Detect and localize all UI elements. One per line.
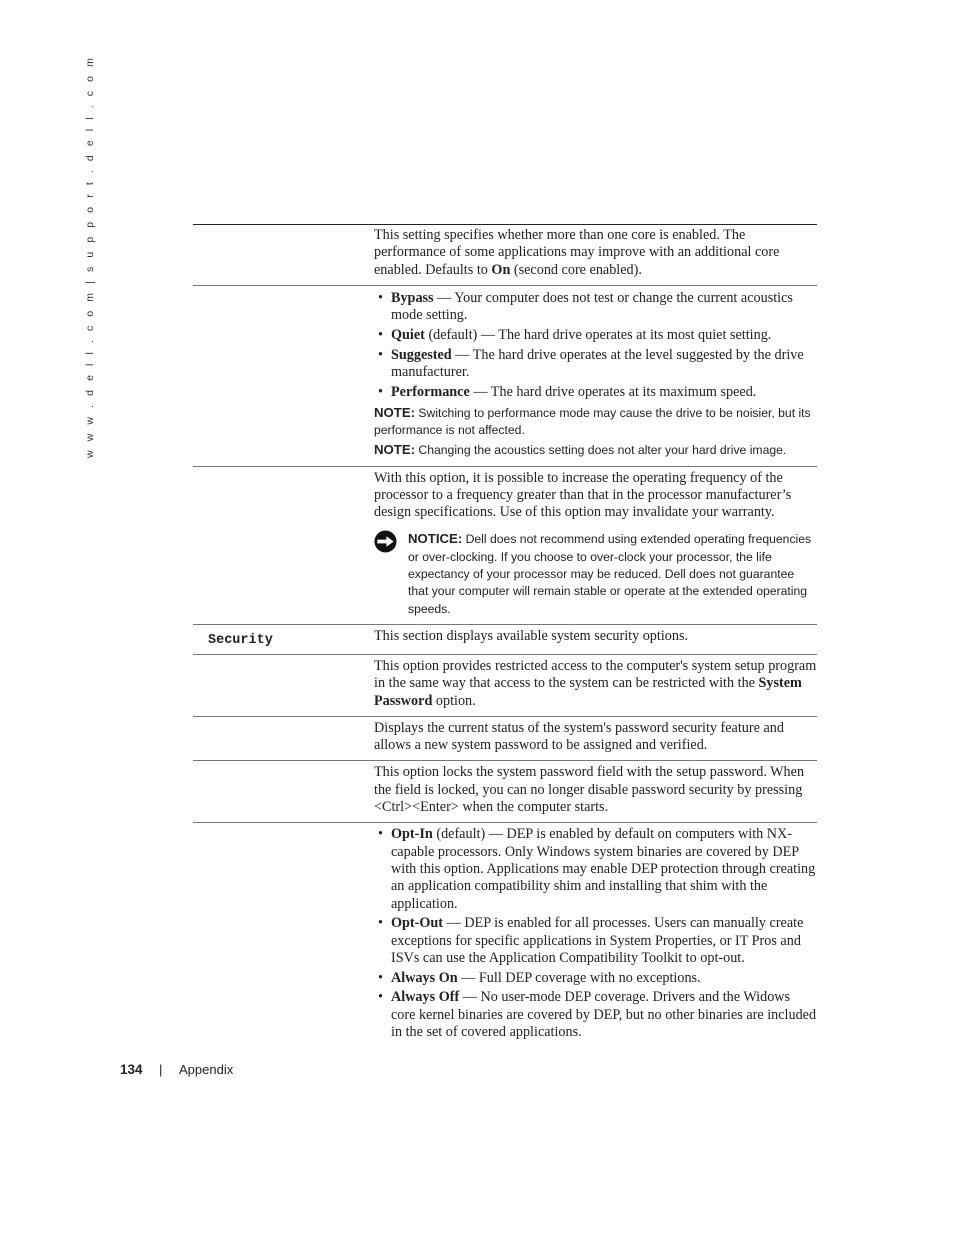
option-name — [193, 655, 374, 716]
table-row — [193, 717, 817, 762]
table-row — [193, 761, 817, 823]
page-number: 134 — [120, 1062, 143, 1077]
footer-separator: | — [159, 1062, 163, 1077]
security-label: Security — [208, 632, 273, 648]
option-description: Displays the current status of the system's password security feature and allows a new system password to be assigned and verified. — [374, 719, 784, 754]
option-name — [193, 761, 374, 822]
table-row — [193, 467, 817, 625]
site-url-sidebar: w w w . d e l l . c o m | s u p p o r t . d e l l . c o m — [84, 55, 96, 458]
option-name — [193, 625, 374, 654]
option-name — [193, 823, 374, 1050]
settings-table — [193, 224, 817, 1050]
option-description: This setting specifies whether more than one core is enabled. The performance of some applications may improve with an additional core enabled. Defaults to On (second core enabled). — [374, 227, 780, 278]
table-row — [193, 625, 817, 655]
notice-icon — [374, 530, 397, 553]
table-row — [193, 286, 817, 467]
option-description: This option provides restricted access to the computer's system setup program in the same way that access to the system can be restricted with the System Password option. — [374, 657, 817, 709]
option-description — [374, 286, 817, 466]
chapter-title: Appendix — [179, 1062, 234, 1077]
list-item: • Quiet (default) — The hard drive operates at its most quiet setting. — [374, 327, 817, 344]
option-name — [193, 717, 374, 761]
list-item: • Suggested — The hard drive operates at the level suggested by the drive manufacturer. — [374, 347, 817, 382]
option-list — [374, 826, 817, 1041]
list-item: • Bypass — Your computer does not test or change the current acoustics mode setting. — [374, 290, 817, 325]
option-list — [374, 290, 817, 401]
option-name — [193, 467, 374, 624]
list-item: • Opt-In (default) — DEP is enabled by default on computers with NX-capable processors. Only Windows system binaries are covered by DEP with this option. Applications may enable DEP protection through creating an application compatibility shim and installing that shim with the application. — [374, 826, 817, 912]
note: NOTE: Switching to performance mode may cause the drive to be noisier, but its performance is not affected. — [374, 404, 811, 437]
list-item: • Opt-Out — DEP is enabled for all processes. Users can manually create exceptions for specific applications in System Properties, or IT Pros and ISVs can use the Application Compatibility Toolkit to opt-out. — [374, 915, 817, 967]
table-row — [193, 655, 817, 717]
option-description: This section displays available system security options. — [374, 627, 689, 644]
list-item: • Performance — The hard drive operates at its maximum speed. — [374, 384, 817, 401]
table-row — [193, 225, 817, 286]
list-item: • Always Off — No user-mode DEP coverage. Drivers and the Widows core kernel binaries are covered by DEP, but no other binaries are included in the set of covered applications. — [374, 989, 817, 1041]
table-row — [193, 823, 817, 1050]
option-description — [374, 823, 817, 1050]
list-item: • Always On — Full DEP coverage with no exceptions. — [374, 970, 817, 987]
option-name — [193, 286, 374, 466]
option-description: With this option, it is possible to increase the operating frequency of the processor to a frequency greater than that in the processor manufacturer’s design specifications. Use of this option may invalidate your warranty. NOTICE: Dell does not recommend using extended operating frequencies or over-clocking. If you choose to over-clock your processor, the life expectancy of your processor may be reduced. Dell does not guarantee that your computer will remain stable or operate at the extended operating speeds. — [374, 467, 817, 624]
notice: NOTICE: Dell does not recommend using extended operating frequencies or over-clocking. If you choose to over-clock your processor, the life expectancy of your processor may be reduced. Dell does not guarantee that your computer will remain stable or operate at the extended operating speeds. — [374, 530, 817, 617]
option-name — [193, 225, 374, 285]
note: NOTE: Changing the acoustics setting does not alter your hard drive image. — [374, 442, 787, 458]
option-description: This option locks the system password field with the setup password. When the field is locked, you can no longer disable password security by pressing <Ctrl><Enter> when the computer starts. — [374, 764, 805, 816]
